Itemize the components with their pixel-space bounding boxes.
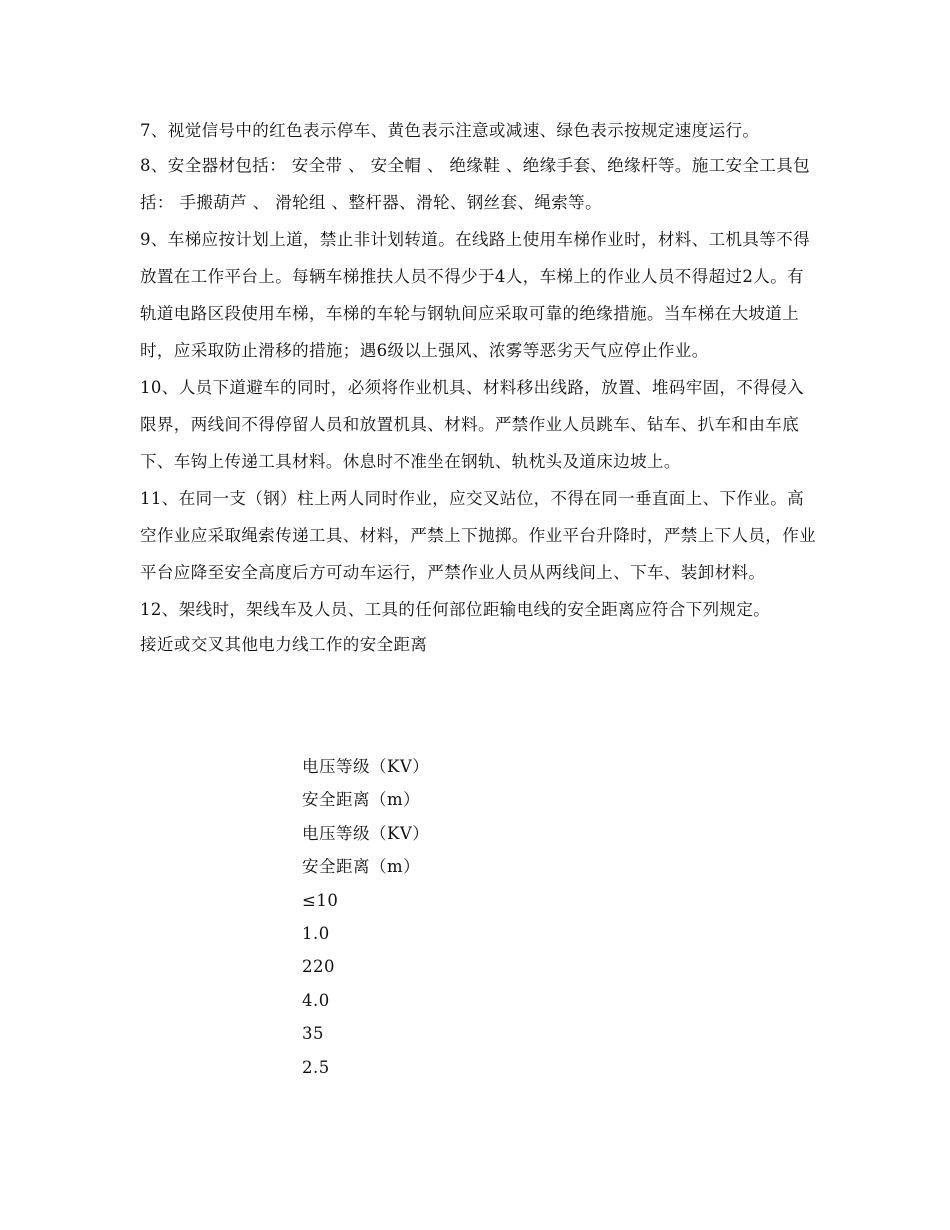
paragraph-item-10: 10、人员下道避车的同时，必须将作业机具、材料移出线路，放置、堆码牢固，不得侵入限界，两线间不得停留人员和放置机具、材料。严禁作业人员跳车、钻车、扒车和由车底下、车钩上传递工具材料。休息时不准坐在钢轨、轨枕头及道床边坡上。 — [140, 378, 804, 471]
table-cell: 2.5 — [302, 1057, 330, 1077]
table-title: 接近或交叉其他电力线工作的安全距离 — [140, 635, 428, 654]
document-body — [140, 114, 820, 661]
paragraph-item-12: 12、架线时，架线车及人员、工具的任何部位距输电线的安全距离应符合下列规定。 — [140, 600, 771, 619]
table-cell: ≤10 — [302, 890, 339, 910]
table-cell: 电压等级（KV） — [302, 757, 430, 776]
paragraph-item-9: 9、车梯应按计划上道，禁止非计划转道。在线路上使用车梯作业时，材料、工机具等不得放置在工作平台上。每辆车梯推扶人员不得少于4人，车梯上的作业人员不得超过2人。有轨道电路区段使用车梯，车梯的车轮与钢轨间应采取可靠的绝缘措施。当车梯在大坡道上时，应采取防止滑移的措施；遇6级以上强风、浓雾等恶劣天气应停止作业。 — [140, 230, 810, 360]
paragraph-item-11: 11、在同一支（钢）柱上两人同时作业，应交叉站位，不得在同一垂直面上、下作业。高空作业应采取绳索传递工具、材料，严禁上下抛掷。作业平台升降时，严禁上下人员，作业平台应降至安全高度后方可动车运行，严禁作业人员从两线间上、下车、装卸材料。 — [140, 489, 816, 582]
paragraph-item-7: 7、视觉信号中的红色表示停车、黄色表示注意或减速、绿色表示按规定速度运行。 — [140, 121, 760, 140]
table-cell: 35 — [302, 1024, 324, 1044]
table-cell: 安全距离（m） — [302, 857, 421, 877]
safety-distance-table — [302, 750, 429, 1084]
table-cell: 1.0 — [302, 924, 330, 944]
table-cell: 4.0 — [302, 990, 330, 1010]
paragraph-item-8: 8、安全器材包括： 安全带 、 安全帽 、 绝缘鞋 、绝缘手套、绝缘杆等。施工安全工具包括： 手搬葫芦 、 滑轮组 、整杆器、滑轮、钢丝套、绳索等。 — [140, 156, 811, 212]
table-cell: 安全距离（m） — [302, 790, 421, 810]
table-cell: 220 — [302, 957, 335, 977]
table-cell: 电压等级（KV） — [302, 823, 430, 843]
